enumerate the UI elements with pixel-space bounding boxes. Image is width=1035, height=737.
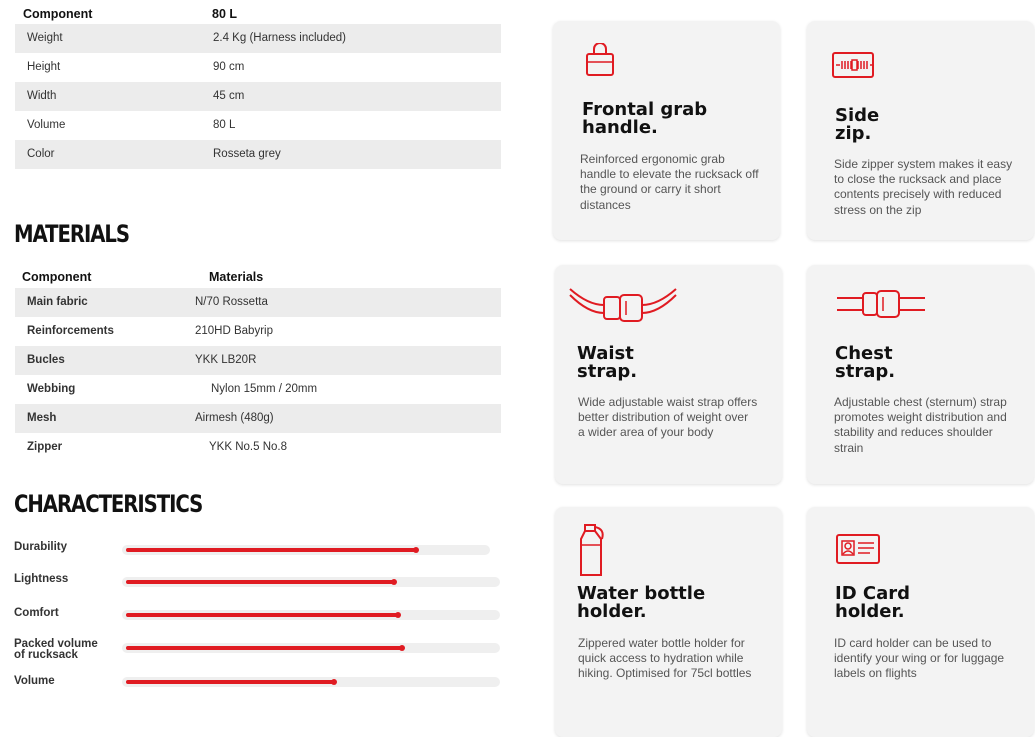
characteristic-bar-knob — [395, 612, 401, 618]
characteristic-bar-knob — [391, 579, 397, 585]
table-row — [15, 317, 501, 346]
feature-card-water-bottle — [555, 507, 782, 737]
characteristic-bar-fill — [126, 613, 398, 617]
feature-title-line2: holder. — [835, 601, 905, 622]
materials-header-component: Component — [22, 270, 92, 284]
table-row — [15, 53, 501, 82]
row-value: Airmesh (480g) — [195, 412, 274, 424]
characteristic-label: Volume — [14, 675, 55, 687]
characteristic-label-line1: Packed volume — [14, 638, 98, 650]
materials-header-materials: Materials — [209, 270, 264, 284]
row-label: Zipper — [27, 441, 63, 453]
feature-card-id-card — [807, 507, 1034, 737]
feature-card-grab-handle — [553, 21, 780, 240]
feature-title-line2: holder. — [577, 601, 647, 622]
characteristic-bar-knob — [413, 547, 419, 553]
characteristic-bar-knob — [331, 679, 337, 685]
feature-description: Side zipper system makes it easy to close the rucksack and place contents precisely with reduced stress on the zip — [834, 157, 1013, 217]
specs-table — [15, 0, 501, 169]
characteristic-bar-fill — [126, 548, 416, 552]
feature-description: Wide adjustable waist strap offers better distribution of weight over a wider area of your body — [578, 395, 758, 440]
feature-title-line2: zip. — [835, 123, 872, 144]
feature-description: ID card holder can be used to identify your wing or for luggage labels on flights — [834, 636, 1005, 681]
feature-title-line1: Side — [835, 105, 880, 126]
table-row — [15, 24, 501, 53]
feature-title — [835, 585, 1035, 621]
feature-title-line2: handle. — [582, 117, 658, 138]
characteristic-bar — [122, 677, 500, 687]
row-label: Color — [27, 148, 55, 160]
specs-header-value: 80 L — [212, 7, 238, 21]
table-row — [15, 140, 501, 169]
row-label: Mesh — [27, 412, 57, 424]
characteristic-bar — [122, 610, 500, 620]
row-label: Weight — [27, 32, 63, 44]
id-card-icon — [836, 534, 880, 569]
feature-title-line1: Water bottle — [577, 583, 706, 604]
characteristic-bar — [122, 577, 500, 587]
feature-description: Zippered water bottle holder for quick access to hydration while hiking. Optimised for 75cl bottles — [578, 636, 752, 681]
characteristic-label: Lightness — [14, 573, 69, 585]
feature-title-line2: strap. — [577, 361, 638, 382]
characteristic-bar-fill — [126, 646, 402, 650]
feature-title-line1: Chest — [835, 343, 893, 364]
characteristics-title: CHARACTERISTICS — [14, 490, 203, 518]
feature-title-line1: ID Card — [835, 583, 911, 604]
specs-header-component: Component — [23, 7, 93, 21]
row-value: N/70 Rossetta — [195, 296, 268, 308]
handle-bag-icon — [585, 43, 615, 82]
table-row — [15, 82, 501, 111]
specs-header — [15, 0, 501, 24]
table-row — [15, 346, 501, 375]
table-row — [15, 288, 501, 317]
feature-title — [577, 585, 777, 621]
characteristic-label: Comfort — [14, 607, 59, 619]
materials-table — [15, 264, 501, 462]
waist-buckle-icon — [568, 283, 678, 328]
feature-title-line2: strap. — [835, 361, 896, 382]
feature-card-side-zip — [807, 21, 1034, 240]
water-bottle-icon — [575, 523, 607, 582]
row-value: 90 cm — [213, 61, 245, 73]
table-row — [15, 375, 501, 404]
feature-title-line1: Frontal grab — [582, 99, 708, 120]
table-row — [15, 111, 501, 140]
row-value: YKK LB20R — [195, 354, 257, 366]
characteristic-bar-knob — [399, 645, 405, 651]
row-label: Width — [27, 90, 57, 102]
feature-title — [582, 101, 782, 137]
row-value: 210HD Babyrip — [195, 325, 273, 337]
feature-card-waist-strap — [555, 265, 782, 484]
feature-description: Reinforced ergonomic grab handle to elevate the rucksack off the ground or carry it short distances — [580, 152, 759, 212]
row-label: Volume — [27, 119, 66, 131]
table-row — [15, 433, 501, 462]
row-value: Rosseta grey — [213, 148, 281, 160]
zipper-icon — [832, 51, 874, 84]
row-label: Reinforcements — [27, 325, 114, 337]
row-value: 2.4 Kg (Harness included) — [213, 32, 346, 44]
row-label: Main fabric — [27, 296, 88, 308]
feature-title-line1: Waist — [577, 343, 634, 364]
materials-header — [15, 264, 501, 288]
feature-card-chest-strap — [807, 265, 1034, 484]
row-label: Bucles — [27, 354, 65, 366]
row-value: 45 cm — [213, 90, 245, 102]
characteristic-bar-fill — [126, 580, 394, 584]
characteristic-label: Durability — [14, 541, 68, 553]
characteristic-bar-fill — [126, 680, 334, 684]
feature-title — [835, 107, 1035, 143]
feature-description: Adjustable chest (sternum) strap promotes weight distribution and stability and reduces shoulder strain — [834, 395, 1007, 455]
table-row — [15, 404, 501, 433]
materials-title: MATERIALS — [14, 220, 129, 248]
row-value: 80 L — [213, 119, 236, 131]
characteristic-bar — [122, 545, 490, 555]
feature-title — [835, 345, 1035, 381]
row-value: Nylon 15mm / 20mm — [211, 383, 318, 395]
characteristic-bar — [122, 643, 500, 653]
characteristic-label — [14, 639, 98, 661]
characteristic-label-line2: of rucksack — [14, 649, 78, 661]
row-value: YKK No.5 No.8 — [209, 441, 287, 453]
row-label: Height — [27, 61, 61, 73]
feature-title — [577, 345, 777, 381]
chest-buckle-icon — [837, 289, 925, 324]
row-label: Webbing — [27, 383, 76, 395]
